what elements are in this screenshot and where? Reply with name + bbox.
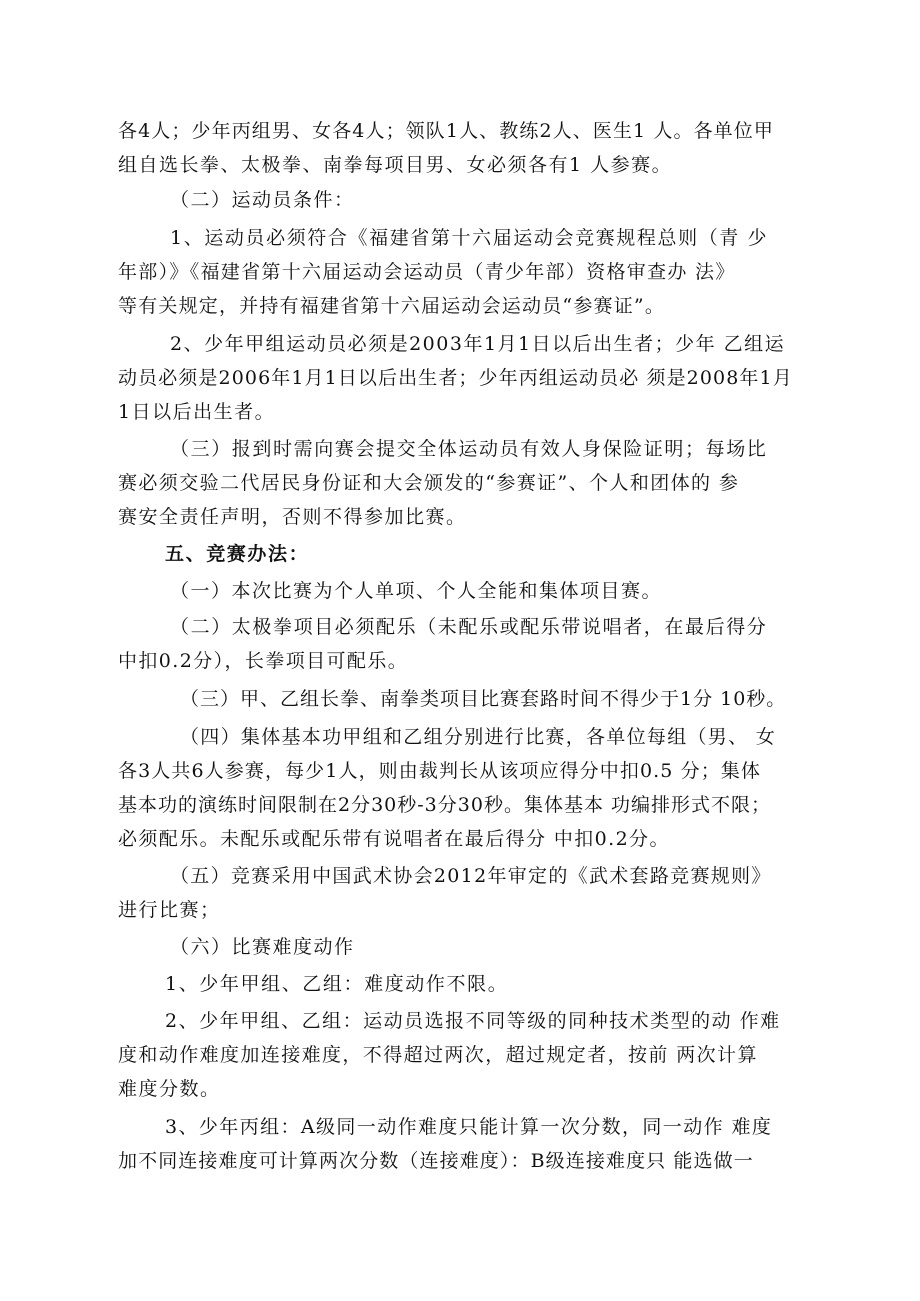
text-line: 3、少年丙组：A级同一动作难度只能计算一次分数，同一动作 难度: [165, 1116, 773, 1138]
text-line: 进行比赛；: [118, 899, 221, 921]
text-line: 等有关规定，并持有福建省第十六届运动会运动员“参赛证”。: [118, 295, 666, 317]
text-line: 1、少年甲组、乙组：难度动作不限。: [165, 973, 509, 995]
text-line: （五）竞赛采用中国武术协会2012年审定的《武术套路竞赛规则》: [170, 865, 772, 887]
text-line: 各3人共6人参赛，每少1人，则由裁判长从该项应得分中扣0.5 分；集体: [118, 760, 762, 782]
text-line: （二）太极拳项目必须配乐（未配乐或配乐带说唱者，在最后得分: [170, 616, 768, 638]
text-line: 必须配乐。未配乐或配乐带有说唱者在最后得分 中扣0.2分。: [118, 828, 670, 850]
text-line: 赛必须交验二代居民身份证和大会颁发的“参赛证”、个人和团体的 参: [118, 472, 740, 494]
text-line: 年部）》《福建省第十六届运动会运动员（青少年部）资格审查办 法》: [118, 261, 736, 283]
text-line: 2、少年甲组、乙组：运动员选报不同等级的同种技术类型的动 作难: [165, 1010, 781, 1032]
text-line: 2、少年甲组运动员必须是2003年1月1日以后出生者；少年 乙组运: [170, 333, 786, 355]
text-line: 组自选长拳、太极拳、南拳每项目男、女必须各有1 人参赛。: [118, 154, 673, 176]
text-line: 中扣0.2分），长拳项目可配乐。: [118, 650, 409, 672]
text-line: 度和动作难度加连接难度，不得超过两次，超过规定者，按前 两次计算: [118, 1044, 758, 1066]
text-line: 各4人；少年丙组男、女各4人；领队1人、教练2人、医生1 人。各单位甲: [118, 120, 774, 142]
text-line: （三）甲、乙组长拳、南拳类项目比赛套路时间不得少于1分 10秒。: [180, 688, 787, 710]
section-heading: （六）比赛难度动作: [170, 936, 355, 958]
text-line: 1、运动员必须符合《福建省第十六届运动会竞赛规程总则（青 少: [170, 227, 769, 249]
section-title: 五、竞赛办法：: [165, 543, 310, 565]
text-line: 动员必须是2006年1月1日以后出生者；少年丙组运动员必 须是2008年1月: [118, 367, 793, 389]
section-heading: （二）运动员条件：: [170, 189, 355, 211]
text-line: （一）本次比赛为个人单项、个人全能和集体项目赛。: [170, 580, 663, 602]
text-line: （三）报到时需向赛会提交全体运动员有效人身保险证明；每场比: [170, 438, 768, 460]
text-line: 赛安全责任声明，否则不得参加比赛。: [118, 506, 467, 528]
text-line: 难度分数。: [118, 1078, 221, 1100]
text-line: 基本功的演练时间限制在2分30秒-3分30秒。集体基本 功编排形式不限；: [118, 794, 771, 816]
text-line: （四）集体基本功甲组和乙组分别进行比赛，各单位每组（男、 女: [180, 726, 777, 748]
text-line: 1日以后出生者。: [118, 401, 276, 423]
text-line: 加不同连接难度可计算两次分数（连接难度）：B级连接难度只 能选做一: [118, 1150, 754, 1172]
